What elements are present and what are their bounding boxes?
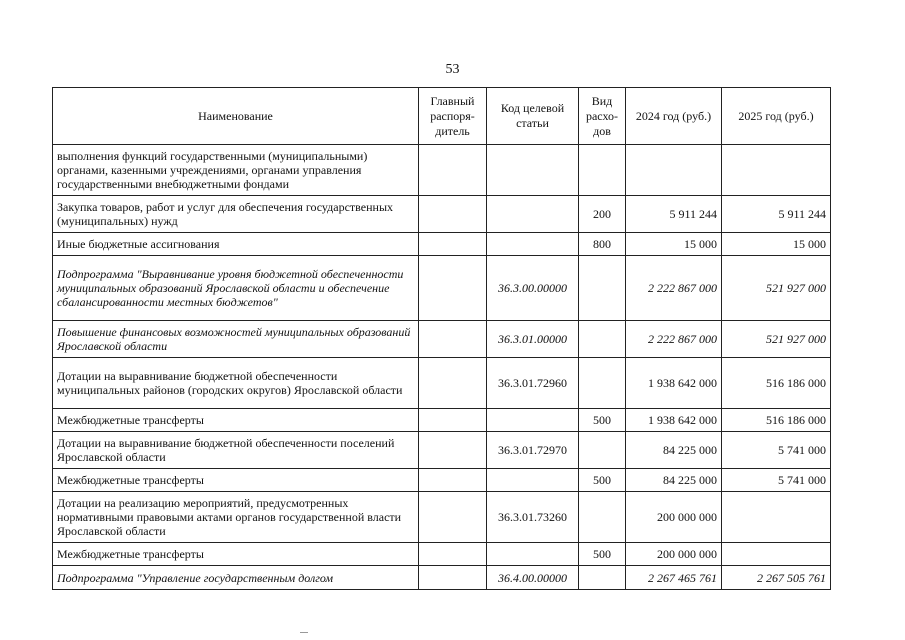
row-code: 36.3.01.72970 (487, 432, 579, 469)
table-row (53, 409, 831, 432)
row-2024: 200 000 000 (626, 543, 722, 566)
row-2024: 2 222 867 000 (626, 256, 722, 321)
row-name: Дотации на выравнивание бюджетной обеспеченности муниципальных районов (городских округов) Ярославской области (53, 358, 419, 409)
table-row (53, 256, 831, 321)
row-admin (419, 145, 487, 196)
row-2025: 521 927 000 (722, 321, 831, 358)
row-code: 36.3.00.00000 (487, 256, 579, 321)
row-2025: 521 927 000 (722, 256, 831, 321)
row-type: 500 (579, 469, 626, 492)
row-code (487, 145, 579, 196)
page-number: 53 (445, 62, 460, 77)
row-admin (419, 469, 487, 492)
row-2025 (722, 145, 831, 196)
row-name: Подпрограмма "Выравнивание уровня бюджетной обеспеченности муниципальных образований Ярославской области и обеспечение сбалансированности местных бюджетов" (53, 256, 419, 321)
row-code (487, 469, 579, 492)
table-row (53, 358, 831, 409)
row-2024: 1 938 642 000 (626, 409, 722, 432)
table-row (53, 469, 831, 492)
row-code (487, 233, 579, 256)
row-name: Межбюджетные трансферты (53, 409, 419, 432)
header-type: Вид расхо-дов (579, 88, 626, 145)
row-code (487, 543, 579, 566)
row-code (487, 409, 579, 432)
table-row (53, 233, 831, 256)
row-2025: 5 911 244 (722, 196, 831, 233)
row-2024: 15 000 (626, 233, 722, 256)
row-2024 (626, 145, 722, 196)
row-admin (419, 321, 487, 358)
row-name: Межбюджетные трансферты (53, 469, 419, 492)
row-2024: 2 222 867 000 (626, 321, 722, 358)
row-type: 500 (579, 409, 626, 432)
header-name: Наименование (53, 88, 419, 145)
row-code: 36.3.01.00000 (487, 321, 579, 358)
row-type (579, 432, 626, 469)
row-2025: 15 000 (722, 233, 831, 256)
row-type: 200 (579, 196, 626, 233)
row-name: Повышение финансовых возможностей муниципальных образований Ярославской области (53, 321, 419, 358)
row-name: выполнения функций государственными (муниципальными) органами, казенными учреждениями, органами управления государственными внебюджетными фондами (53, 145, 419, 196)
row-admin (419, 233, 487, 256)
row-type: 500 (579, 543, 626, 566)
row-2024: 84 225 000 (626, 432, 722, 469)
row-admin (419, 432, 487, 469)
row-admin (419, 543, 487, 566)
header-code: Код целевой статьи (487, 88, 579, 145)
table-row (53, 543, 831, 566)
row-type (579, 492, 626, 543)
row-type (579, 321, 626, 358)
row-type (579, 358, 626, 409)
row-admin (419, 409, 487, 432)
table-row (53, 321, 831, 358)
budget-table (52, 87, 831, 590)
row-code: 36.3.01.73260 (487, 492, 579, 543)
row-2024: 200 000 000 (626, 492, 722, 543)
table-row (53, 566, 831, 590)
row-2025: 2 267 505 761 (722, 566, 831, 590)
header-2025: 2025 год (руб.) (722, 88, 831, 145)
row-2024: 84 225 000 (626, 469, 722, 492)
table-row (53, 432, 831, 469)
row-code: 36.3.01.72960 (487, 358, 579, 409)
scan-mark (300, 632, 308, 633)
row-2025: 5 741 000 (722, 432, 831, 469)
row-type (579, 256, 626, 321)
row-name: Межбюджетные трансферты (53, 543, 419, 566)
row-2025 (722, 543, 831, 566)
row-admin (419, 566, 487, 590)
row-admin (419, 492, 487, 543)
row-type (579, 145, 626, 196)
table-row (53, 196, 831, 233)
row-name: Дотации на выравнивание бюджетной обеспеченности поселений Ярославской области (53, 432, 419, 469)
header-2024: 2024 год (руб.) (626, 88, 722, 145)
table-row (53, 145, 831, 196)
row-name: Подпрограмма "Управление государственным долгом (53, 566, 419, 590)
row-name: Дотации на реализацию мероприятий, предусмотренных нормативными правовыми актами органов государственной власти Ярославской области (53, 492, 419, 543)
table-header-row (53, 88, 831, 145)
row-code: 36.4.00.00000 (487, 566, 579, 590)
row-type: 800 (579, 233, 626, 256)
row-2024: 2 267 465 761 (626, 566, 722, 590)
row-name: Закупка товаров, работ и услуг для обеспечения государственных (муниципальных) нужд (53, 196, 419, 233)
row-admin (419, 256, 487, 321)
row-2024: 1 938 642 000 (626, 358, 722, 409)
row-2025: 516 186 000 (722, 409, 831, 432)
row-admin (419, 358, 487, 409)
row-type (579, 566, 626, 590)
row-2024: 5 911 244 (626, 196, 722, 233)
row-2025 (722, 492, 831, 543)
row-admin (419, 196, 487, 233)
table-row (53, 492, 831, 543)
header-admin: Главный распоря-дитель (419, 88, 487, 145)
row-2025: 516 186 000 (722, 358, 831, 409)
row-2025: 5 741 000 (722, 469, 831, 492)
row-name: Иные бюджетные ассигнования (53, 233, 419, 256)
row-code (487, 196, 579, 233)
